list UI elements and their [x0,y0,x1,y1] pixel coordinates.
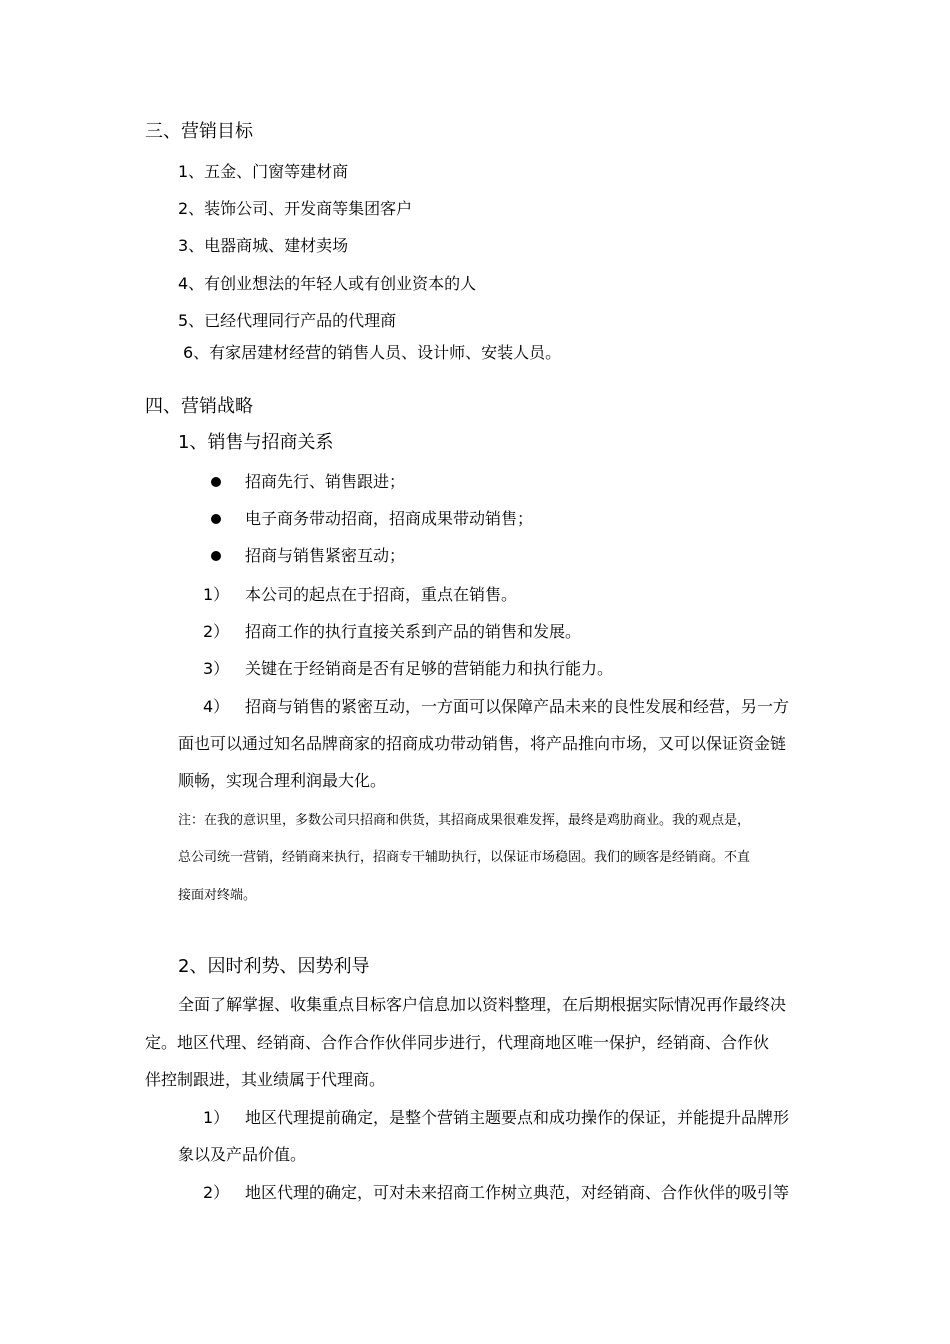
target-item-6: 6、有家居建材经营的销售人员、设计师、安装人员。 [183,343,562,362]
target-item-4: 4、有创业想法的年轻人或有创业资本的人 [178,274,477,293]
numbered-item-3: 关键在于经销商是否有足够的营销能力和执行能力。 [245,659,614,678]
bullet-dot-icon [211,477,221,487]
section-3-heading: 三、营销目标 [145,121,253,142]
sub2-item-1-line-1: 地区代理提前确定，是整个营销主题要点和成功操作的保证，并能提升品牌形 [245,1108,790,1127]
target-item-3: 3、电器商城、建材卖场 [178,236,349,255]
paragraph-line-2: 定。地区代理、经销商、合作合作伙伴同步进行，代理商地区唯一保护，经销商、合作伙 [145,1033,770,1052]
subsection-1-title: 1、销售与招商关系 [178,432,334,453]
numbered-item-4-line-2: 面也可以通过知名品牌商家的招商成功带动销售，将产品推向市场，又可以保证资金链 [178,734,787,753]
note-line-2: 总公司统一营销，经销商来执行，招商专干辅助执行，以保证市场稳固。我们的顾客是经销商。不直 [178,850,751,865]
sub2-item-2-line-1: 地区代理的确定，可对未来招商工作树立典范，对经销商、合作伙伴的吸引等 [245,1183,790,1202]
target-item-5: 5、已经代理同行产品的代理商 [178,311,397,330]
numbered-label: 1） [203,585,230,604]
target-item-2: 2、装饰公司、开发商等集团客户 [178,199,413,218]
section-4-heading: 四、营销战略 [145,396,253,417]
numbered-label: 2） [203,1183,230,1202]
numbered-label: 4） [203,697,230,716]
note-line-1: 注：在我的意识里，多数公司只招商和供货，其招商成果很难发挥，最终是鸡肋商业。我的观点是， [178,813,751,828]
bullet-dot-icon [211,551,221,561]
numbered-item-4-line-3: 顺畅，实现合理利润最大化。 [178,771,387,790]
bullet-item-3: 招商与销售紧密互动； [245,546,406,565]
paragraph-line-3: 伴控制跟进，其业绩属于代理商。 [145,1070,386,1089]
sub2-item-1-line-2: 象以及产品价值。 [178,1145,307,1164]
numbered-label: 3） [203,659,230,678]
numbered-item-4-line-1: 招商与销售的紧密互动，一方面可以保障产品未来的良性发展和经营，另一方 [245,697,790,716]
numbered-item-1: 本公司的起点在于招商，重点在销售。 [245,585,518,604]
bullet-item-2: 电子商务带动招商，招商成果带动销售； [245,509,534,528]
bullet-item-1: 招商先行、销售跟进； [245,472,406,491]
numbered-label: 1） [203,1108,230,1127]
subsection-2-title: 2、因时利势、因势利导 [178,956,370,977]
bullet-dot-icon [211,514,221,524]
target-item-1: 1、五金、门窗等建材商 [178,162,349,181]
note-line-3: 接面对终端。 [178,888,257,903]
paragraph-line-1: 全面了解掌握、收集重点目标客户信息加以资料整理，在后期根据实际情况再作最终决 [178,995,787,1014]
numbered-item-2: 招商工作的执行直接关系到产品的销售和发展。 [245,622,582,641]
numbered-label: 2） [203,622,230,641]
